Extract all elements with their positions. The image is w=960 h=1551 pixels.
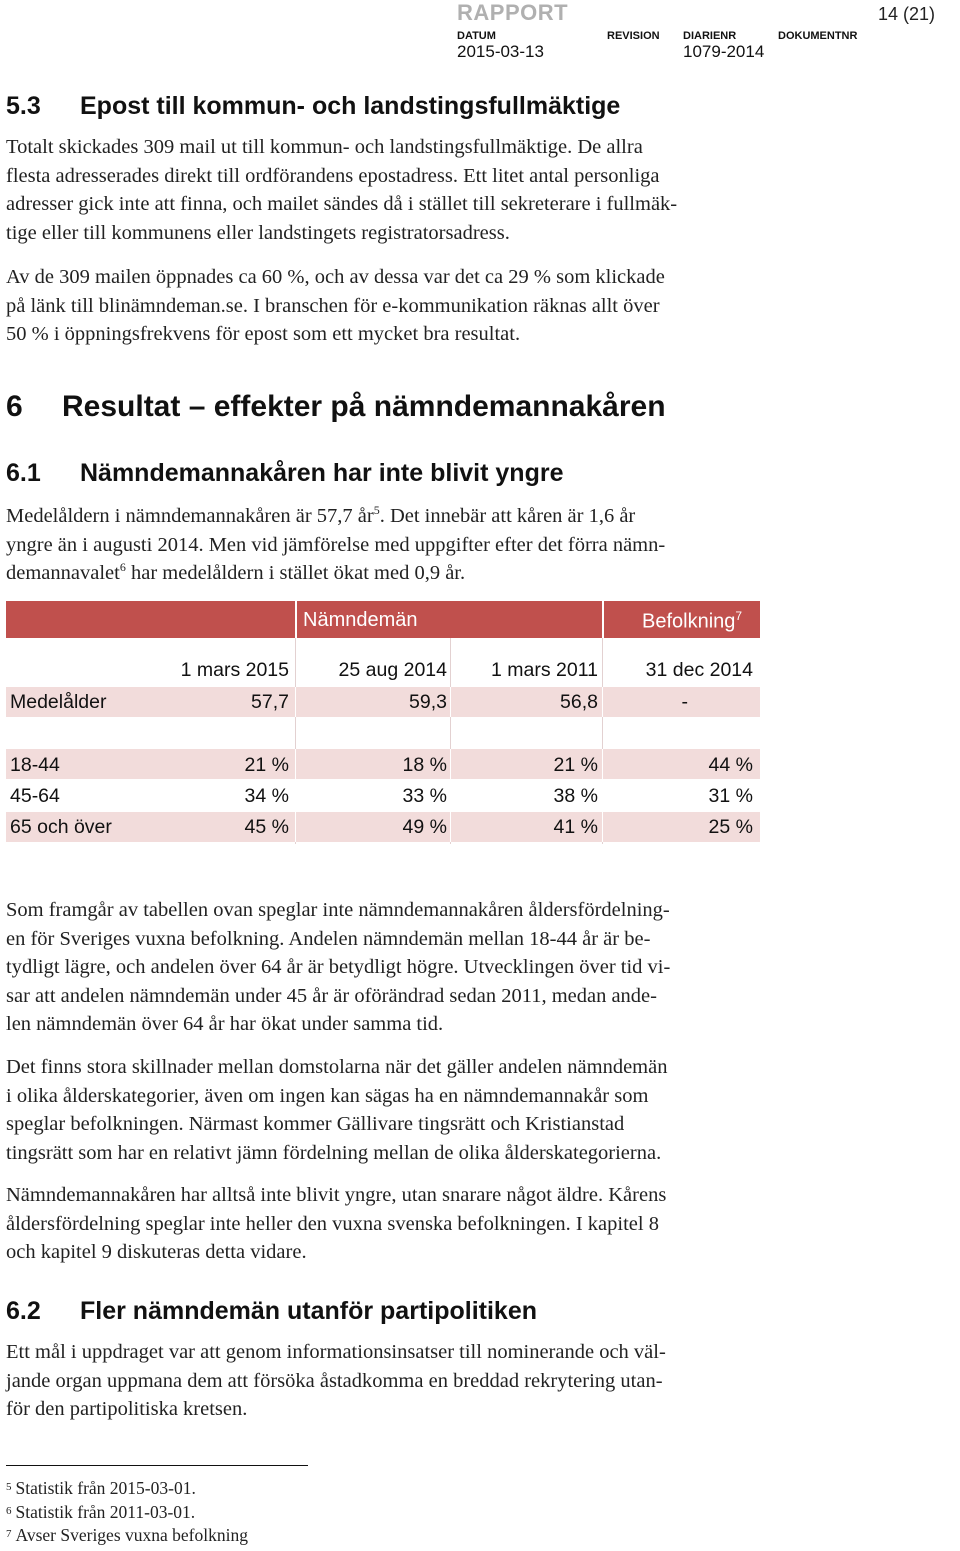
footnote-ref-6[interactable]: 6 (119, 560, 126, 575)
diarienr-label: DIARIENR (683, 30, 737, 42)
row-label: 18-44 (10, 754, 60, 776)
heading-5-3 (6, 92, 620, 121)
text-line: jande organ uppmana dem att försöka åstadkomma en breddad rekrytering utan- (6, 1369, 663, 1392)
text-line: Det finns stora skillnader mellan domstolarna när det gäller andelen nämndemän (6, 1056, 668, 1078)
date-value: 2015-03-13 (457, 42, 544, 61)
text-line: tingsrätt som har en relativt jämn fördelning mellan de olika ålderskategorierna. (6, 1141, 662, 1164)
cell-divider (602, 749, 603, 842)
paragraph-6-1-4 (6, 1181, 806, 1267)
text-span: har medelåldern i stället ökat med 0,9 år. (125, 562, 466, 585)
heading-number: 5.3 (6, 92, 41, 120)
table-cell: 18 % (402, 754, 447, 776)
text-line: en för Sveriges vuxna befolkning. Andelen nämndemän mellan 18-44 år är be- (6, 927, 651, 950)
table-cell: 34 % (244, 785, 289, 807)
heading-6-2 (6, 1297, 537, 1326)
text-line: Ett mål i uppdraget var att genom informationsinsatser till nominerande och väl- (6, 1341, 666, 1363)
heading-number: 6 (6, 390, 23, 423)
header-separator (295, 601, 297, 638)
heading-6-1 (6, 459, 563, 488)
heading-text: Epost till kommun- och landstingsfullmäktige (80, 92, 621, 120)
footnote-separator (6, 1465, 308, 1466)
paragraph-6-1-3 (6, 1053, 806, 1167)
text-line: flesta adresserades direkt till ordförandens epostadress. Ett litet antal personliga (6, 164, 660, 187)
row-label: 65 och över (10, 816, 112, 838)
group-header-befolkning (642, 609, 742, 634)
row-label: 45-64 (10, 785, 60, 807)
text-line: len nämndemän över 64 år har ökat under samma tid. (6, 1013, 444, 1036)
text-line: adresser gick inte att finna, och mailet sändes då i stället till sekreterare i fullmäk- (6, 193, 678, 216)
table-cell: 38 % (553, 785, 598, 807)
footnote-mark: 7 (6, 1528, 12, 1540)
page-number: 14 (21) (878, 4, 936, 24)
table-cell: 21 % (244, 754, 289, 776)
table-cell: 56,8 (560, 691, 598, 713)
text-line: Som framgår av tabellen ovan speglar inte nämndemannakåren åldersfördelning- (6, 899, 670, 921)
footnote-ref-7[interactable]: 7 (735, 609, 743, 623)
text-line: Totalt skickades 309 mail ut till kommun- och landstingsfullmäktige. De allra (6, 136, 643, 158)
column-header: 31 dec 2014 (645, 659, 753, 681)
paragraph-5-3-2 (6, 263, 806, 349)
paragraph-6-1-2 (6, 896, 806, 1039)
text-line: och kapitel 9 diskuteras detta vidare. (6, 1241, 307, 1264)
text-line (6, 559, 806, 588)
table-cell: 59,3 (409, 691, 447, 713)
table-cell: 21 % (553, 754, 598, 776)
footnote-6 (6, 1502, 195, 1523)
footnote-text: Avser Sveriges vuxna befolkning (15, 1525, 248, 1545)
footnote-5 (6, 1478, 196, 1499)
text-line: i olika ålderskategorier, även om ingen kan sägas ha en nämndemannakår som (6, 1084, 649, 1107)
table-cell: 31 % (708, 785, 753, 807)
cell-divider (450, 749, 451, 842)
date-label: DATUM (457, 30, 496, 42)
group-header-namndeman: Nämndemän (303, 609, 418, 631)
table-cell: 41 % (553, 816, 598, 838)
age-table (6, 601, 760, 844)
heading-text: Resultat – effekter på nämndemannakåren (62, 390, 666, 423)
text-span: . Det innebär att kåren är 1,6 år (379, 505, 636, 527)
table-cell: 45 % (244, 816, 289, 838)
header-separator (602, 601, 604, 638)
column-header: 1 mars 2015 (180, 659, 289, 681)
cell-divider (602, 687, 603, 717)
text-span: demannavalet (6, 562, 120, 585)
text-line: yngre än i augusti 2014. Men vid jämförelse med uppgifter efter det förra nämn- (6, 533, 666, 556)
text-line: 50 % i öppningsfrekvens för epost som ett mycket bra resultat. (6, 323, 521, 346)
footnote-text: Statistik från 2015-03-01. (15, 1478, 196, 1498)
doc-type: RAPPORT (457, 0, 569, 25)
table-cell: 33 % (402, 785, 447, 807)
text-line: åldersfördelning speglar inte heller den vuxna svenska befolkningen. I kapitel 8 (6, 1212, 659, 1235)
table-cell: 25 % (708, 816, 753, 838)
text-line: speglar befolkningen. Närmast kommer Gällivare tingsrätt och Kristianstad (6, 1113, 625, 1136)
text-line: sar att andelen nämndemän under 45 år är oförändrad sedan 2011, medan ande- (6, 984, 657, 1007)
dokumentnr-label: DOKUMENTNR (778, 30, 858, 42)
footnote-7 (6, 1525, 248, 1546)
heading-number: 6.2 (6, 1297, 41, 1325)
table-cell: 57,7 (251, 691, 289, 713)
text-line: Nämndemannakåren har alltså inte blivit yngre, utan snarare något äldre. Kårens (6, 1184, 667, 1206)
paragraph-5-3-1 (6, 133, 806, 247)
text-line: för den partipolitiska kretsen. (6, 1398, 248, 1421)
text-span: Medelåldern i nämndemannakåren är 57,7 år (6, 505, 374, 527)
paragraph-6-2-1 (6, 1338, 806, 1424)
cell-divider (295, 687, 296, 717)
cell-divider (295, 749, 296, 842)
heading-number: 6.1 (6, 459, 41, 487)
text-line: Av de 309 mailen öppnades ca 60 %, och av dessa var det ca 29 % som klickade (6, 266, 665, 288)
heading-6 (6, 390, 666, 424)
text-line: tige eller till kommunens eller landstingets registratorsadress. (6, 221, 510, 244)
footnote-ref-5[interactable]: 5 (373, 503, 380, 518)
heading-text: Nämndemannakåren har inte blivit yngre (80, 459, 564, 487)
heading-text: Fler nämndemän utanför partipolitiken (80, 1297, 537, 1325)
paragraph-6-1-1 (6, 502, 806, 588)
text-line: tydligt lägre, och andelen över 64 år är betydligt högre. Utvecklingen över tid vi- (6, 956, 671, 979)
text-line: på länk till blinämndeman.se. I branschen för e-kommunikation räknas allt över (6, 294, 660, 317)
column-header: 1 mars 2011 (491, 659, 598, 681)
table-cell: 44 % (708, 754, 753, 776)
group-header-text: Befolkning (642, 610, 736, 633)
table-cell: 49 % (402, 816, 447, 838)
footnote-mark: 5 (6, 1481, 12, 1493)
column-header: 25 aug 2014 (338, 659, 447, 681)
footnote-text: Statistik från 2011-03-01. (15, 1502, 196, 1522)
row-label: Medelålder (10, 691, 107, 713)
revision-label: REVISION (607, 30, 660, 42)
footnote-mark: 6 (6, 1505, 12, 1517)
table-cell: - (681, 691, 688, 713)
cell-divider (450, 687, 451, 717)
diarienr-value: 1079-2014 (683, 42, 765, 61)
text-line (6, 502, 806, 531)
